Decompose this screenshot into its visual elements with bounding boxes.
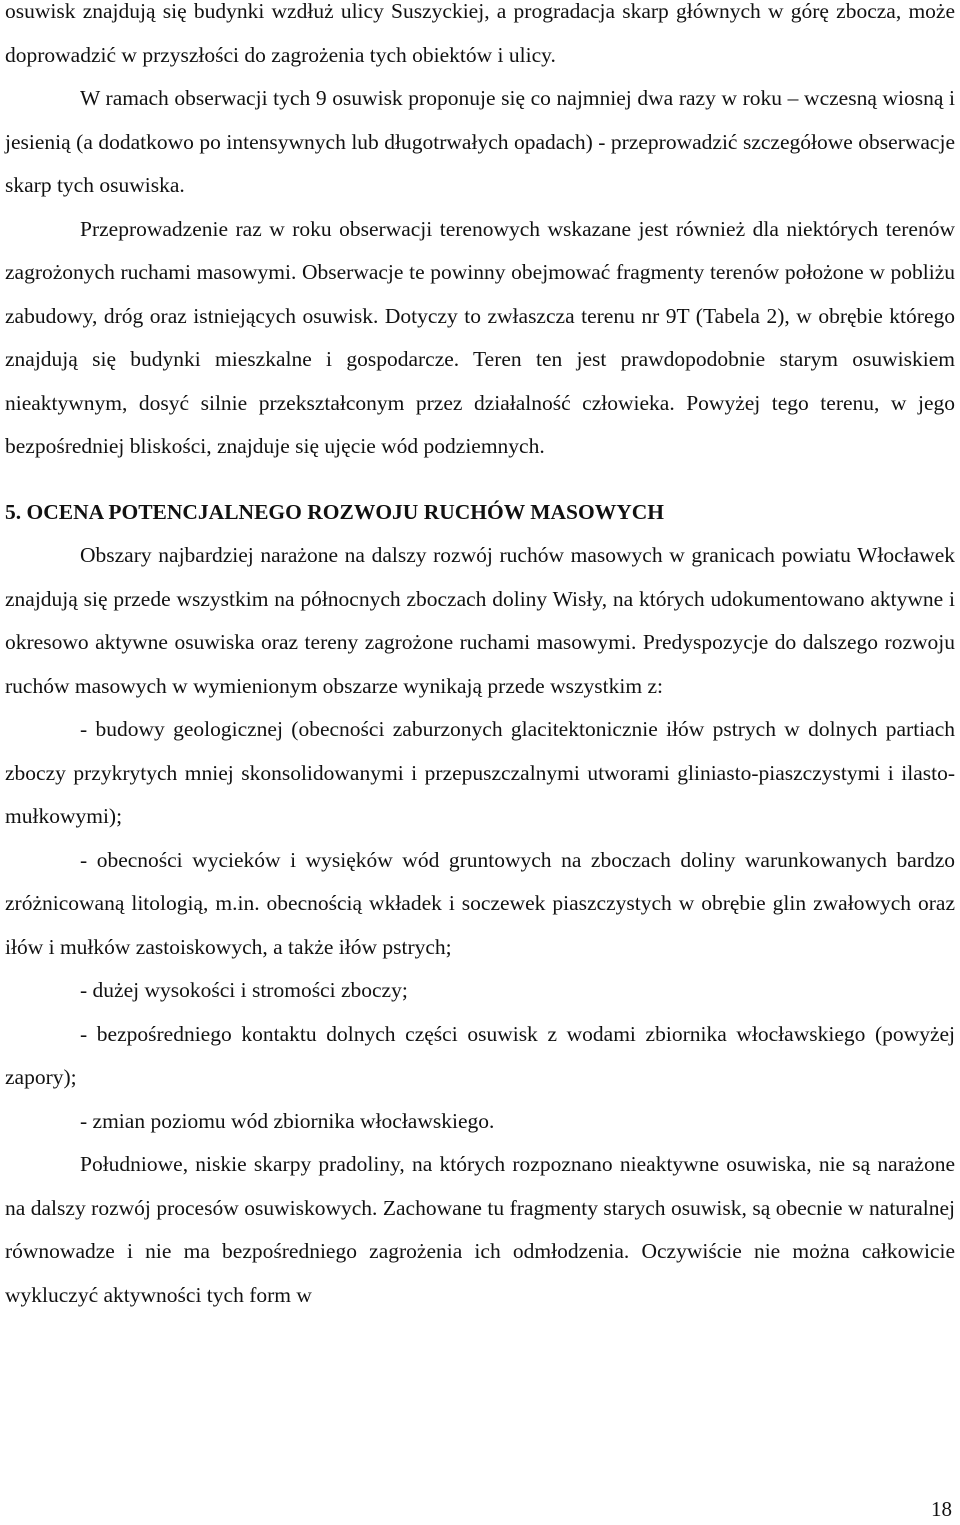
section-heading: 5. OCENA POTENCJALNEGO ROZWOJU RUCHÓW MASOWYCH xyxy=(5,499,664,524)
paragraph-field-observations: Przeprowadzenie raz w roku obserwacji terenowych wskazane jest również dla niektórych terenów zagrożonych ruchami masowymi. Obserwacje te powinny obejmować fragmenty terenów położone w pobliżu zabudowy, dróg oraz istniejących osuwisk. Dotyczy to zwłaszcza terenu nr 9T (Tabela 2), w obrębie którego znajdują się budynki mieszkalne i gospodarcze. Teren ten jest prawdopodobnie starym osuwiskiem nieaktywnym, dosyć silnie przekształconym przez działalność człowieka. Powyżej tego terenu, w jego bezpośredniej bliskości, znajduje się ujęcie wód podziemnych. xyxy=(5,216,955,458)
list-item: - bezpośredniego kontaktu dolnych części osuwisk z wodami zbiornika włocławskiego (powyżej zapory); xyxy=(5,1021,955,1089)
list-item: - budowy geologicznej (obecności zaburzonych glacitektonicznie iłów pstrych w dolnych partiach zboczy przykrytych mniej skonsolidowanymi i przepuszczalnymi utworami gliniasto-piaszczystymi i ilasto-mułkowymi); xyxy=(5,717,955,828)
paragraph-observation-schedule: W ramach obserwacji tych 9 osuwisk proponuje się co najmniej dwa razy w roku – wczesną wiosną i jesienią (a dodatkowo po intensywnych lub długotrwałych opadach) - przeprowadzić szczegółowe obserwacje skarp tych osuwiska. xyxy=(5,86,955,197)
list-item: - zmian poziomu wód zbiornika włocławskiego. xyxy=(80,1108,495,1133)
paragraph-continuation: osuwisk znajdują się budynki wzdłuż ulicy Suszyckiej, a progradacja skarp głównych w górę zbocza, może doprowadzić w przyszłości do zagrożenia tych obiektów i ulicy. xyxy=(5,0,955,67)
paragraph-closing: Południowe, niskie skarpy pradoliny, na których rozpoznano nieaktywne osuwiska, nie są narażone na dalszy rozwój procesów osuwiskowych. Zachowane tu fragmenty starych osuwisk, są obecnie w naturalnej równowadze i nie ma bezpośredniego zagrożenia ich odmłodzenia. Oczywiście nie można całkowicie wykluczyć aktywności tych form w xyxy=(5,1152,955,1307)
page-number: 18 xyxy=(931,1497,952,1521)
list-item: - dużej wysokości i stromości zboczy; xyxy=(80,978,408,1002)
document-page xyxy=(5,0,955,1317)
list-item: - obecności wycieków i wysięków wód gruntowych na zboczach doliny warunkowanych bardzo zróżnicowaną litologią, m.in. obecnością wkładek i soczewek piaszczystych w obrębie glin zwałowych oraz iłów i mułków zastoiskowych, a także iłów pstrych; xyxy=(5,847,955,959)
paragraph-section-intro: Obszary najbardziej narażone na dalszy rozwój ruchów masowych w granicach powiatu Włocławek znajdują się przede wszystkim na północnych zboczach doliny Wisły, na których udokumentowano aktywne i okresowo aktywne osuwiska oraz tereny zagrożone ruchami masowymi. Predyspozycje do dalszego rozwoju ruchów masowych w wymienionym obszarze wynikają przede wszystkim z: xyxy=(5,543,955,698)
